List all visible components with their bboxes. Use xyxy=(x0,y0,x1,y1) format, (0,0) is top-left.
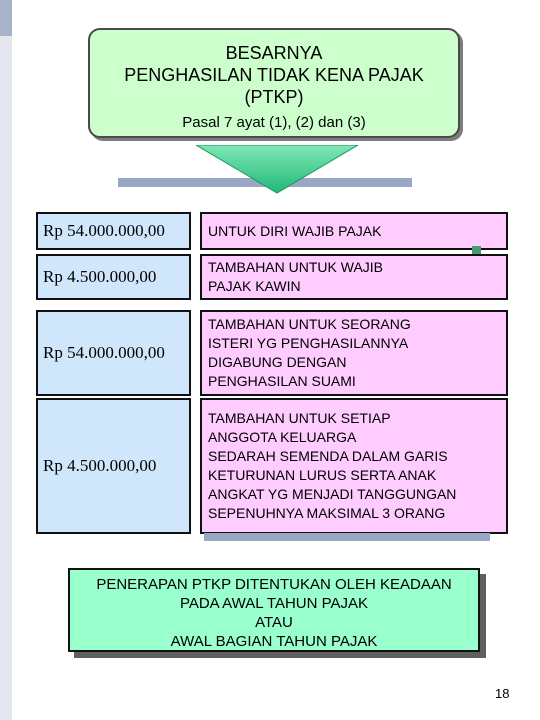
page-number: 18 xyxy=(495,686,510,701)
description-cell: TAMBAHAN UNTUK SEORANG ISTERI YG PENGHASILANNYA DIGABUNG DENGAN PENGHASILAN SUAMI xyxy=(200,310,508,396)
title-box xyxy=(88,28,460,138)
amount-cell: Rp 54.000.000,00 xyxy=(36,310,191,396)
amount-cell: Rp 4.500.000,00 xyxy=(36,254,191,300)
side-strip-bottom-segment xyxy=(0,36,12,720)
description-cell: TAMBAHAN UNTUK SETIAP ANGGOTA KELUARGA SEDARAH SEMENDA DALAM GARIS KETURUNAN LURUS SERTA ANAK ANGKAT YG MENJADI TANGGUNGAN SEPENUHNYA MAKSIMAL 3 ORANG xyxy=(200,398,508,534)
description-cell: TAMBAHAN UNTUK WAJIB PAJAK KAWIN xyxy=(200,254,508,300)
description-cell: UNTUK DIRI WAJIB PAJAK xyxy=(200,212,508,250)
side-decoration-strip xyxy=(0,0,12,720)
ptkp-row-self xyxy=(36,212,512,250)
ptkp-row-dependents xyxy=(36,398,512,534)
ptkp-row-wife xyxy=(36,310,512,396)
ptkp-row-married xyxy=(36,254,512,300)
down-arrow-icon xyxy=(196,145,358,195)
page-subtitle: Pasal 7 ayat (1), (2) dan (3) xyxy=(182,114,366,131)
amount-cell: Rp 54.000.000,00 xyxy=(36,212,191,250)
table-bottom-shadow xyxy=(204,533,490,541)
amount-cell: Rp 4.500.000,00 xyxy=(36,398,191,534)
page-title: BESARNYA PENGHASILAN TIDAK KENA PAJAK (PTKP) xyxy=(124,43,424,107)
note-text: PENERAPAN PTKP DITENTUKAN OLEH KEADAAN PADA AWAL TAHUN PAJAK ATAU AWAL BAGIAN TAHUN PAJAK xyxy=(96,576,452,650)
note-box xyxy=(68,568,480,652)
side-strip-top-segment xyxy=(0,0,12,36)
